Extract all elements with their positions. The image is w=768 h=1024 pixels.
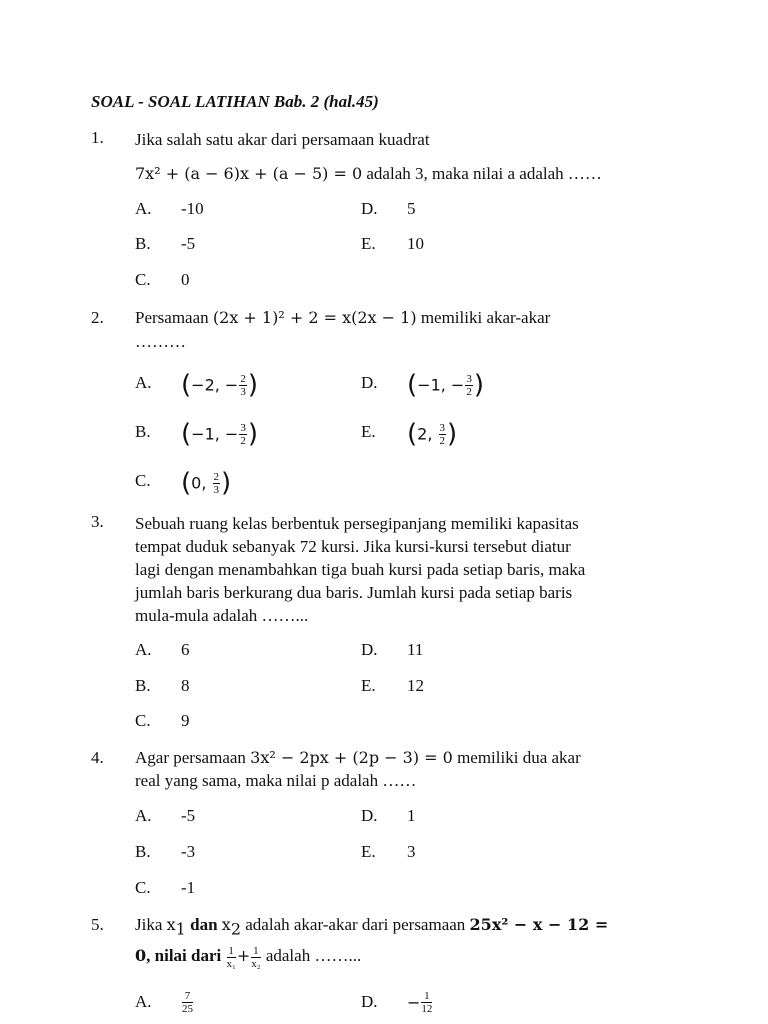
question-text-pre: Persamaan: [135, 308, 213, 327]
question-line: Sebuah ruang kelas berbentuk persegipanjang memiliki kapasitas: [135, 514, 579, 533]
option-value: 9: [181, 711, 190, 730]
option-label: E.: [361, 234, 376, 253]
question-line: lagi dengan menambahkan tiga buah kursi pada setiap baris, maka: [135, 560, 586, 579]
option-label: D.: [361, 199, 378, 218]
option-value: 0: [181, 270, 190, 289]
question-text-pre: Agar persamaan: [135, 748, 251, 767]
option-label: E.: [361, 676, 376, 695]
option-label: D.: [361, 640, 378, 659]
option-label: A.: [135, 640, 152, 659]
option-value: − $\frac{1}{12}$: [407, 990, 433, 1015]
question-dots: ………: [135, 332, 186, 351]
question-line: jumlah baris berkurang dua baris. Jumlah kursi pada setiap baris: [135, 583, 573, 602]
option-value: 1: [407, 806, 416, 825]
question-number: 2.: [91, 308, 104, 327]
option-value: 3: [407, 842, 416, 861]
option-label: C.: [135, 471, 151, 490]
option-label: A.: [135, 199, 152, 218]
option-label: D.: [361, 992, 378, 1011]
question-equation-line: [135, 162, 675, 185]
option-label: E.: [361, 842, 376, 861]
question-text-post: memiliki dua akar: [452, 748, 581, 767]
question-text: [135, 746, 675, 792]
option-value: (−2, − $\frac{2}{3}$ ): [181, 370, 258, 400]
option-label: B.: [135, 842, 151, 861]
option-value: -3: [181, 842, 196, 861]
option-value: (0, $\frac{2}{3}$ ): [181, 468, 232, 498]
equation: 7x² + (a − 6)x + (a − 5) = 0: [135, 164, 363, 183]
question-text-post: memiliki akar-akar: [416, 308, 551, 327]
question-number: 3.: [91, 512, 104, 531]
option-value: -10: [181, 199, 204, 218]
question-text: [135, 512, 675, 627]
option-label: D.: [361, 373, 378, 392]
equation: 25x² − x − 12 =: [469, 915, 609, 934]
option-value: -5: [181, 806, 196, 825]
option-value: 8: [181, 676, 190, 695]
option-value: (−1, − $\frac{3}{2}$ ): [181, 419, 258, 449]
option-value: -5: [181, 234, 196, 253]
question-line: real yang sama, maka nilai p adalah ……: [135, 771, 417, 790]
option-label: B.: [135, 676, 151, 695]
option-value: 6: [181, 640, 190, 659]
option-value: 5: [407, 199, 416, 218]
equation: 3x² − 2px + (2p − 3) = 0: [250, 748, 453, 767]
option-value: -1: [181, 878, 196, 897]
question-number: 4.: [91, 748, 104, 767]
option-label: A.: [135, 373, 152, 392]
option-label: E.: [361, 422, 376, 441]
equation: (2x + 1)² + 2 = x(2x − 1): [212, 308, 417, 327]
option-value: (2, $\frac{3}{2}$ ): [407, 419, 458, 449]
question-line: mula-mula adalah ……...: [135, 606, 309, 625]
option-label: C.: [135, 878, 151, 897]
option-value: $\frac{7}{25}$: [182, 990, 193, 1015]
option-label: D.: [361, 806, 378, 825]
question-text: Jika $x_1$ dan $x_2$ adalah akar-akar dari persamaan 25x² − x − 12 = 0, nilai dari $\frac{1}{\text{x₁}}$ + $\frac{1}{\text{x₂}}$ adalah ……...: [135, 915, 609, 970]
option-value: (−1, − $\frac{3}{2}$ ): [407, 370, 484, 400]
option-value: 10: [407, 234, 424, 253]
option-label: C.: [135, 711, 151, 730]
question-text: [135, 306, 675, 329]
option-value: 11: [407, 640, 424, 659]
question-line: tempat duduk sebanyak 72 kursi. Jika kursi-kursi tersebut diatur: [135, 537, 571, 556]
question-number: 1.: [91, 128, 104, 147]
question-tail: adalah 3, maka nilai a adalah ……: [362, 164, 602, 183]
option-value: 12: [407, 676, 424, 695]
option-label: A.: [135, 992, 152, 1011]
option-label: B.: [135, 234, 151, 253]
page-title: SOAL - SOAL LATIHAN Bab. 2 (hal.45): [91, 92, 379, 111]
option-label: B.: [135, 422, 151, 441]
option-label: C.: [135, 270, 151, 289]
question-number: 5.: [91, 915, 104, 934]
option-label: A.: [135, 806, 152, 825]
question-text: Jika salah satu akar dari persamaan kuadrat: [135, 130, 430, 149]
